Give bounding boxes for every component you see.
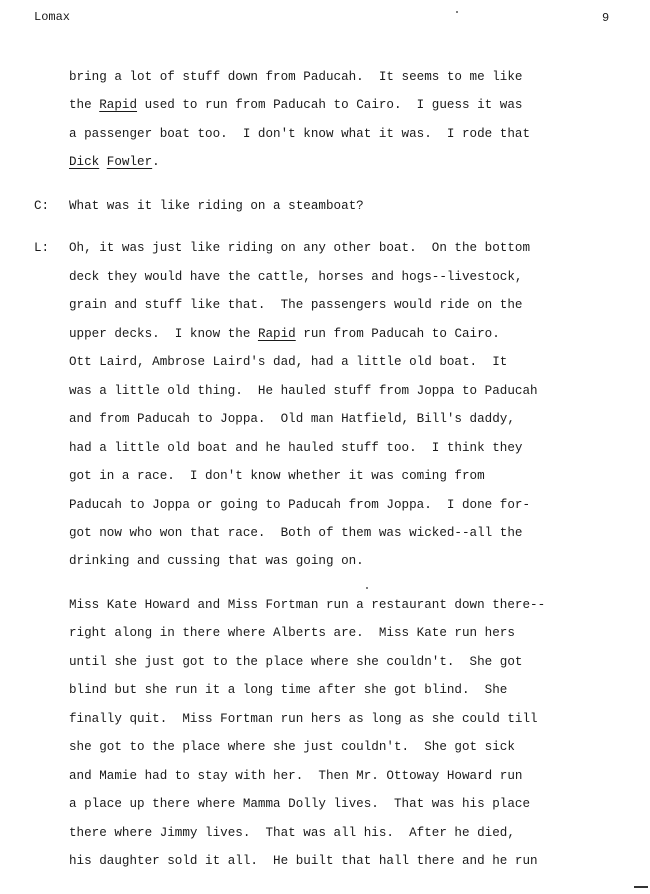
speaker-label-l: L: xyxy=(34,241,50,255)
text-segment: . xyxy=(152,155,160,169)
text-line: a passenger boat too. I don't know what it was. I rode that xyxy=(69,127,531,141)
scan-speck xyxy=(456,11,458,13)
text-line: had a little old boat and he hauled stuff too. I think they xyxy=(69,441,523,455)
page-number: 9 xyxy=(602,11,610,25)
header-interviewee-name: Lomax xyxy=(34,10,71,24)
text-line: blind but she run it a long time after she got blind. She xyxy=(69,683,508,697)
text-line: got in a race. I don't know whether it was coming from xyxy=(69,469,485,483)
boat-name-rapid: Rapid xyxy=(257,327,296,341)
text-line xyxy=(69,97,522,113)
text-line: until she just got to the place where she couldn't. She got xyxy=(69,655,523,669)
scan-speck xyxy=(366,587,368,589)
text-line: deck they would have the cattle, horses and hogs--livestock, xyxy=(69,270,523,284)
text-line xyxy=(69,326,500,342)
text-line: was a little old thing. He hauled stuff from Joppa to Paducah xyxy=(69,384,538,398)
text-line: Miss Kate Howard and Miss Fortman run a restaurant down there-- xyxy=(69,598,546,612)
boat-name-fowler: Fowler xyxy=(106,155,153,169)
text-line: right along in there where Alberts are. Miss Kate run hers xyxy=(69,626,515,640)
text-line: drinking and cussing that was going on. xyxy=(69,554,364,568)
text-segment: used to run from Paducah to Cairo. I guess it was xyxy=(137,98,523,112)
text-line: she got to the place where she just couldn't. She got sick xyxy=(69,740,515,754)
text-line: there where Jimmy lives. That was all his. After he died, xyxy=(69,826,515,840)
text-segment: the xyxy=(69,98,100,112)
text-line: bring a lot of stuff down from Paducah. It seems to me like xyxy=(69,70,523,84)
question-text: What was it like riding on a steamboat? xyxy=(69,199,364,213)
text-line: Ott Laird, Ambrose Laird's dad, had a little old boat. It xyxy=(69,355,508,369)
text-line: Oh, it was just like riding on any other boat. On the bottom xyxy=(69,241,531,255)
speaker-label-c: C: xyxy=(34,199,50,213)
text-segment: upper decks. I know the xyxy=(69,327,258,341)
text-segment xyxy=(99,155,107,169)
scan-edge-mark xyxy=(634,886,648,888)
text-line: his daughter sold it all. He built that hall there and he run xyxy=(69,854,538,868)
text-line: finally quit. Miss Fortman run hers as long as she could till xyxy=(69,712,538,726)
text-line: grain and stuff like that. The passengers would ride on the xyxy=(69,298,523,312)
boat-name-dick: Dick xyxy=(69,155,100,169)
text-line xyxy=(69,154,160,170)
text-line: Paducah to Joppa or going to Paducah from Joppa. I done for- xyxy=(69,498,531,512)
text-line: got now who won that race. Both of them was wicked--all the xyxy=(69,526,523,540)
text-line: a place up there where Mamma Dolly lives. That was his place xyxy=(69,797,531,811)
boat-name-rapid: Rapid xyxy=(99,98,138,112)
text-line: and from Paducah to Joppa. Old man Hatfield, Bill's daddy, xyxy=(69,412,515,426)
text-line: and Mamie had to stay with her. Then Mr. Ottoway Howard run xyxy=(69,769,523,783)
text-segment: run from Paducah to Cairo. xyxy=(295,327,500,341)
